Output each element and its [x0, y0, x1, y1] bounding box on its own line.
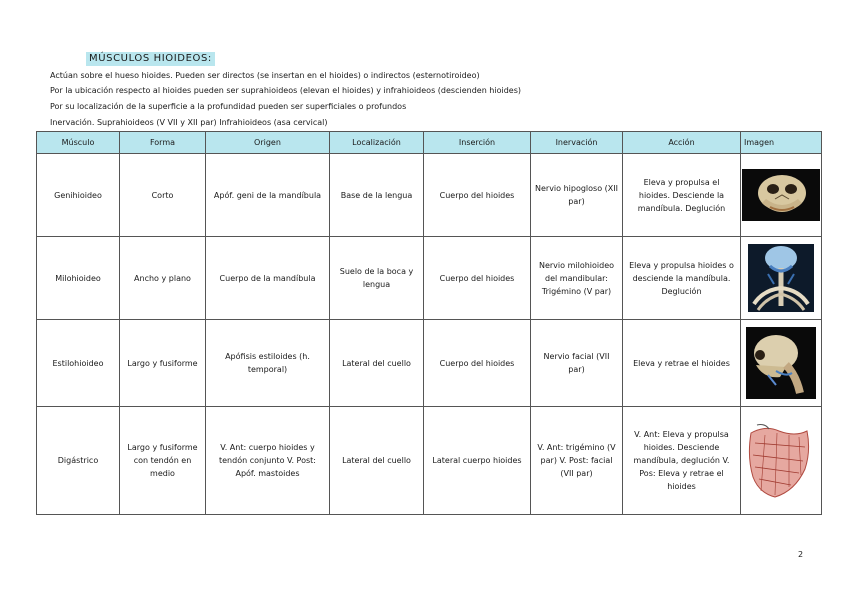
- intro-line: Por su localización de la superficie a la profundidad pueden ser superficiales o profundos: [50, 102, 407, 111]
- header-origen: Origen: [206, 132, 330, 154]
- cell-imagen: [741, 407, 822, 515]
- header-imagen: Imagen: [741, 132, 822, 154]
- cell-forma: Ancho y plano: [120, 237, 206, 320]
- cell-forma: Corto: [120, 154, 206, 237]
- cell-origen: Cuerpo de la mandíbula: [206, 237, 330, 320]
- header-musculo: Músculo: [37, 132, 120, 154]
- cell-inervacion: Nervio facial (VII par): [531, 320, 623, 407]
- table-row: [37, 320, 822, 407]
- cell-accion: Eleva y propulsa hioides o desciende la mandíbula. Deglución: [623, 237, 741, 320]
- muscles-table: [36, 131, 822, 515]
- cell-localizacion: Lateral del cuello: [330, 407, 424, 515]
- intro-line: Inervación. Suprahioideos (V VII y XII par) Infrahioideos (asa cervical): [50, 118, 328, 127]
- skull-jaw-icon: [742, 169, 820, 221]
- header-inervacion: Inervación: [531, 132, 623, 154]
- table-row: [37, 154, 822, 237]
- cell-origen: Apóf. geni de la mandíbula: [206, 154, 330, 237]
- intro-line: Actúan sobre el hueso hioides. Pueden ser directos (se insertan en el hioides) o indirectos (esternotiroideo): [50, 71, 480, 80]
- cell-imagen: [741, 237, 822, 320]
- cell-inervacion: Nervio milohioideo del mandibular: Trigémino (V par): [531, 237, 623, 320]
- cell-localizacion: Suelo de la boca y lengua: [330, 237, 424, 320]
- cell-imagen: [741, 320, 822, 407]
- page-number: 2: [798, 550, 804, 559]
- cell-accion: Eleva y propulsa el hioides. Desciende la mandíbula. Deglución: [623, 154, 741, 237]
- page-title: MÚSCULOS HIOIDEOS:: [86, 52, 215, 66]
- cell-inervacion: V. Ant: trigémino (V par) V. Post: facial (VII par): [531, 407, 623, 515]
- cell-musculo: Milohioideo: [37, 237, 120, 320]
- table-header-row: [37, 132, 822, 154]
- cell-accion: Eleva y retrae el hioides: [623, 320, 741, 407]
- table-row: [37, 407, 822, 515]
- cell-insercion: Cuerpo del hioides: [424, 320, 531, 407]
- table-row: [37, 237, 822, 320]
- cell-localizacion: Lateral del cuello: [330, 320, 424, 407]
- cell-musculo: Genihioideo: [37, 154, 120, 237]
- cell-localizacion: Base de la lengua: [330, 154, 424, 237]
- header-accion: Acción: [623, 132, 741, 154]
- neck-skeleton-icon: [748, 244, 814, 312]
- cell-insercion: Lateral cuerpo hioides: [424, 407, 531, 515]
- cell-insercion: Cuerpo del hioides: [424, 237, 531, 320]
- header-insercion: Inserción: [424, 132, 531, 154]
- header-forma: Forma: [120, 132, 206, 154]
- cell-musculo: Estilohioideo: [37, 320, 120, 407]
- cell-inervacion: Nervio hipogloso (XII par): [531, 154, 623, 237]
- cell-imagen: [741, 154, 822, 237]
- cell-forma: Largo y fusiforme: [120, 320, 206, 407]
- cell-accion: V. Ant: Eleva y propulsa hioides. Desciende mandíbula, deglución V. Pos: Eleva y retrae el hioides: [623, 407, 741, 515]
- cell-forma: Largo y fusiforme con tendón en medio: [120, 407, 206, 515]
- cell-origen: Apófisis estiloides (h. temporal): [206, 320, 330, 407]
- cell-origen: V. Ant: cuerpo hioides y tendón conjunto V. Post: Apóf. mastoides: [206, 407, 330, 515]
- skull-side-icon: [746, 327, 816, 399]
- intro-line: Por la ubicación respecto al hioides pueden ser suprahioideos (elevan el hioides) y infrahioideos (descienden hioides): [50, 86, 522, 95]
- neck-muscles-sketch-icon: [745, 421, 817, 501]
- cell-insercion: Cuerpo del hioides: [424, 154, 531, 237]
- cell-musculo: Digástrico: [37, 407, 120, 515]
- header-localizacion: Localización: [330, 132, 424, 154]
